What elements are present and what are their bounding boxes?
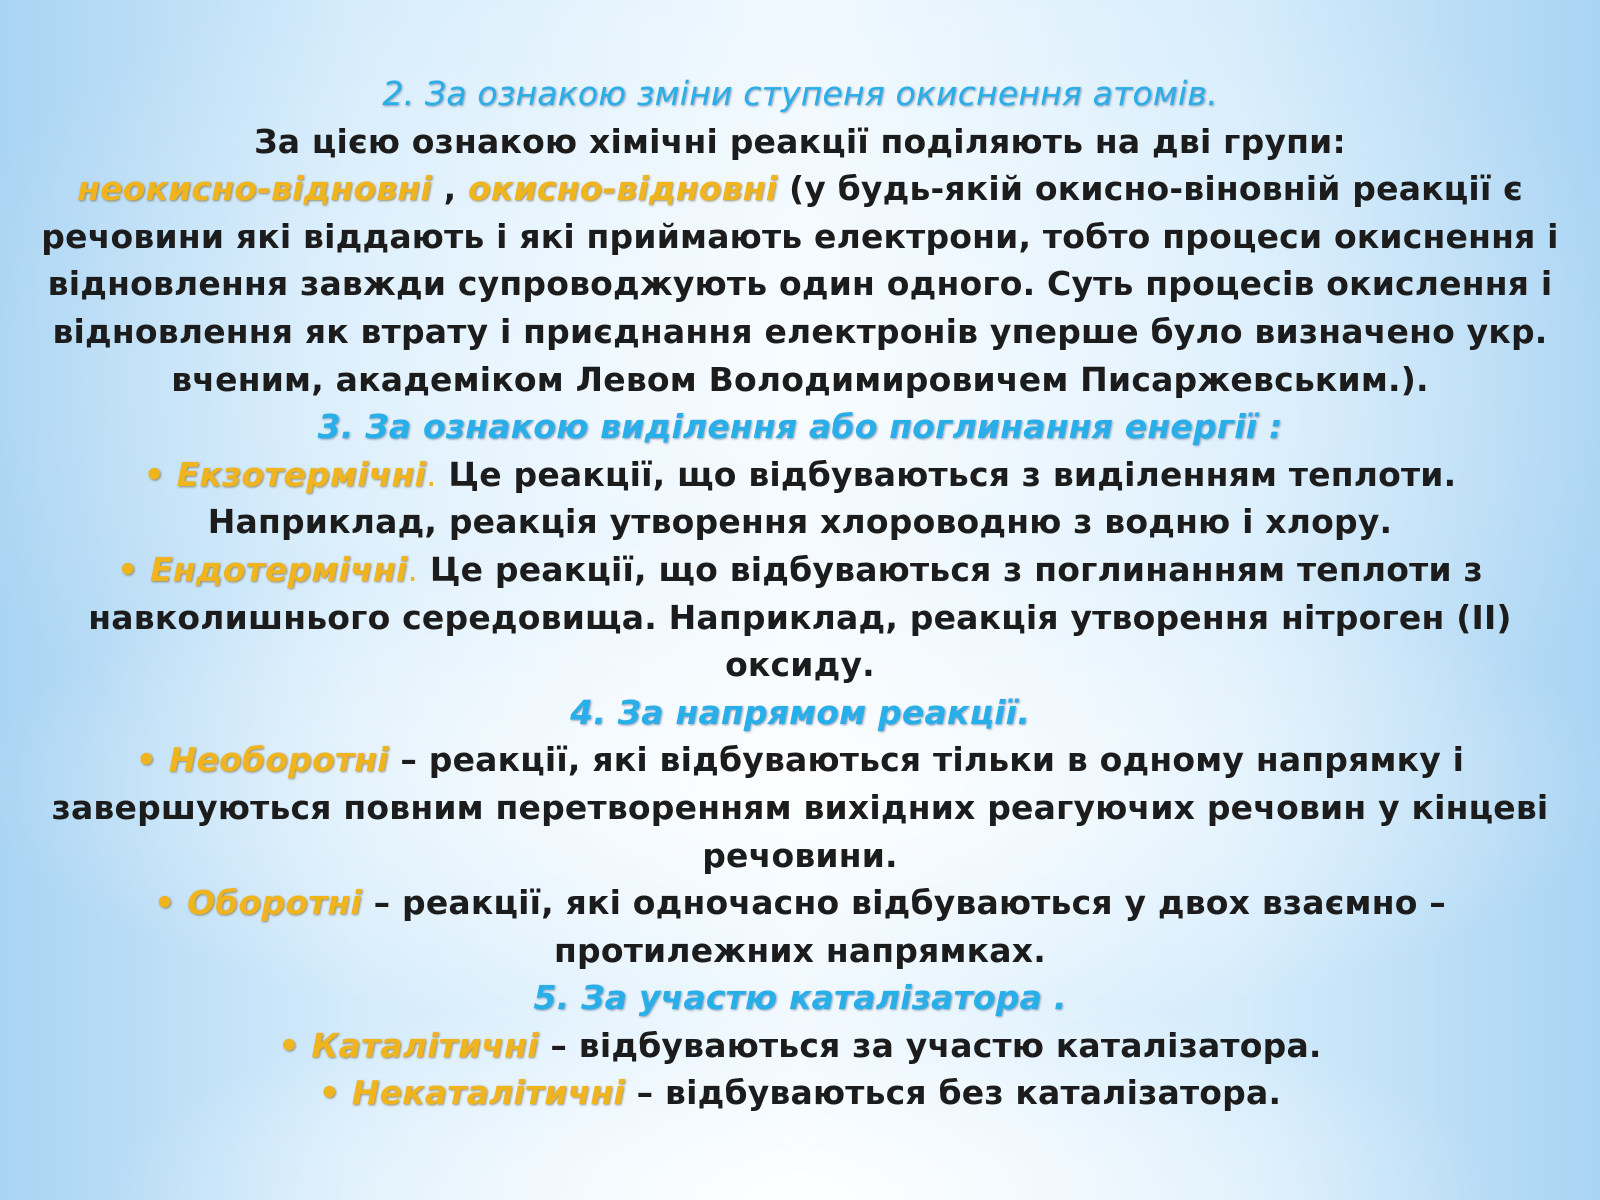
bullet-icon: • (318, 1073, 341, 1113)
endo-text-1: Це реакції, що відбуваються з поглинанням теплоти з (429, 549, 1483, 589)
redox-paren: ( (777, 169, 805, 209)
comma-separator: , (431, 169, 469, 209)
irrev-text-1: – реакції, які відбуваються тільки в одному напрямку і (388, 740, 1465, 780)
rev-text-1: – реакції, які одночасно відбуваються у двох взаємно – (361, 883, 1446, 923)
bullet-icon: • (278, 1025, 300, 1065)
redox-line-1 (20, 165, 1580, 213)
exo-line-2: Наприклад, реакція утворення хлороводню з водню і хлору. (207, 502, 1393, 542)
noncat-text: – відбуваються без каталізатора. (624, 1073, 1282, 1113)
redox-line-1-text: у будь-якій окисно-віновній реакції є (804, 169, 1523, 209)
redox-line-3: відновлення завжди супроводжують один одного. Суть процесів окислення і (47, 264, 1553, 304)
exo-line-1 (20, 451, 1580, 499)
cat-text: – відбуваються за участю каталізатора. (538, 1025, 1322, 1065)
irrev-line-1 (20, 736, 1580, 784)
term-endothermic: Ендотермічні (150, 549, 408, 589)
heading-direction: 4. За напрямом реакції. (570, 692, 1030, 732)
redox-line-2: речовини які віддають і які приймають електрони, тобто процеси окиснення і (41, 216, 1559, 256)
term-irreversible: Необоротні (168, 740, 389, 780)
redox-line-5: вченим, академіком Левом Володимировичем Писаржевським.). (171, 359, 1429, 399)
bullet-icon: • (117, 549, 139, 589)
heading-energy: 3. За ознакою виділення або поглинання енергії : (317, 407, 1283, 447)
heading-catalyst: 5. За участю каталізатора . (533, 978, 1067, 1018)
rev-line-1 (20, 879, 1580, 927)
noncat-line (20, 1069, 1580, 1117)
term-nonredox: неокисно-відновні (77, 169, 432, 209)
term-catalytic: Каталітичні (311, 1025, 539, 1065)
irrev-line-3: речовини. (702, 835, 898, 875)
endo-line-1 (20, 546, 1580, 594)
exo-text-1: Це реакції, що відбуваються з виділенням теплоти. (448, 454, 1457, 494)
term-noncatalytic: Некаталітичні (351, 1073, 625, 1113)
intro-two-groups: За цією ознакою хімічні реакції поділяють на дві групи: (254, 121, 1346, 161)
term-exothermic-dot: . (426, 454, 437, 494)
term-reversible: Оборотні (187, 883, 362, 923)
bullet-icon: • (143, 454, 165, 494)
heading-oxidation-state: 2. За ознакою зміни ступеня окиснення атомів. (382, 74, 1218, 113)
bullet-icon: • (154, 883, 176, 923)
term-endothermic-dot: . (407, 549, 419, 589)
bullet-icon: • (135, 740, 158, 780)
rev-line-2: протилежних напрямках. (554, 930, 1046, 970)
term-exothermic: Екзотермічні (176, 454, 427, 494)
redox-line-4: відновлення як втрату і приєднання електронів уперше було визначено укр. (52, 311, 1548, 351)
irrev-line-2: завершуються повним перетворенням вихідних реагуючих речовин у кінцеві (51, 787, 1549, 827)
slide-content (20, 70, 1580, 1117)
endo-line-3: оксиду. (725, 645, 875, 685)
endo-line-2: навколишнього середовища. Наприклад, реакція утворення нітроген (II) (88, 597, 1512, 637)
term-redox: окисно-відновні (468, 169, 778, 209)
cat-line (20, 1022, 1580, 1070)
